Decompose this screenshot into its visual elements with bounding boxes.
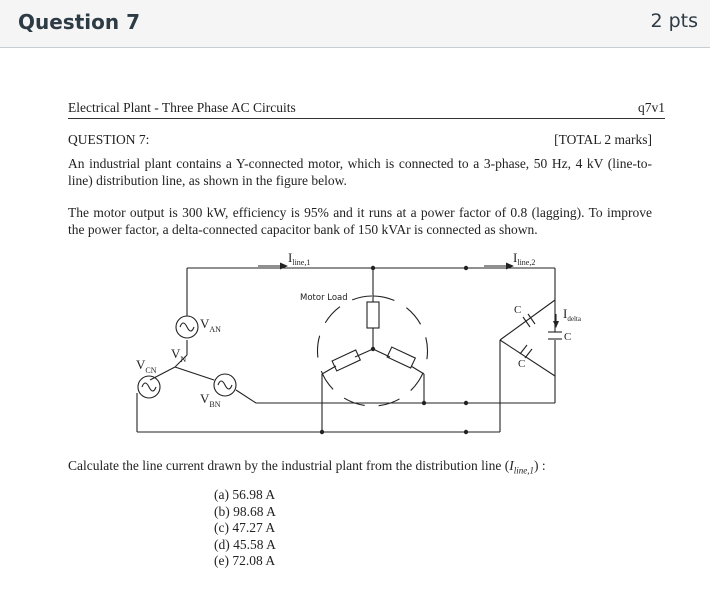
answer-option-e[interactable]: (e) 72.08 A (214, 553, 276, 568)
label-vn: $V_N$ (171, 346, 187, 364)
question-title: Question 7 (18, 10, 140, 34)
question-points: 2 pts (650, 10, 698, 32)
answer-option-b[interactable]: (b) 98.68 A (214, 503, 276, 519)
paragraph-intro: An industrial plant contains a Y-connected motor, which is connected to a 3-phase, 50 Hz, 4 kV (line-to-line) distribution line, as shown in the figure below. (68, 156, 652, 188)
label-i-delta: $I_{delta}$ (563, 306, 581, 323)
label-cap-c3: C (518, 358, 526, 370)
label-i-line1: $I_{line,1}$ (288, 250, 311, 267)
document-subject: Electrical Plant - Three Phase AC Circuits (68, 100, 296, 115)
document-code: q7v1 (638, 100, 665, 115)
label-i-line2: $I_{line,2}$ (513, 250, 536, 267)
label-van: $V_{AN}$ (200, 316, 221, 334)
question-prompt: Calculate the line current drawn by the industrial plant from the distribution line $(I_{line,1})$ : (68, 458, 546, 476)
answer-option-c[interactable]: (c) 47.27 A (214, 520, 276, 535)
paragraph-motor: The motor output is 300 kW, efficiency is 95% and it runs at a power factor of 0.8 (lagging). To improve the power factor, a delta-connected capacitor bank of 150 kVAr is connected as shown. (68, 205, 652, 237)
answer-options (214, 487, 276, 570)
label-motor-load: Motor Load (300, 293, 348, 303)
label-cap-c2: C (564, 331, 572, 343)
label-vcn: $V_{CN}$ (136, 357, 157, 375)
label-vbn: $V_{BN}$ (200, 391, 221, 409)
question-label: QUESTION 7: (68, 132, 150, 147)
answer-option-d[interactable]: (d) 45.58 A (214, 536, 276, 552)
question-marks: [TOTAL 2 marks] (554, 132, 652, 147)
label-cap-c1: C (514, 304, 522, 316)
answer-option-a[interactable]: (a) 56.98 A (214, 487, 276, 502)
